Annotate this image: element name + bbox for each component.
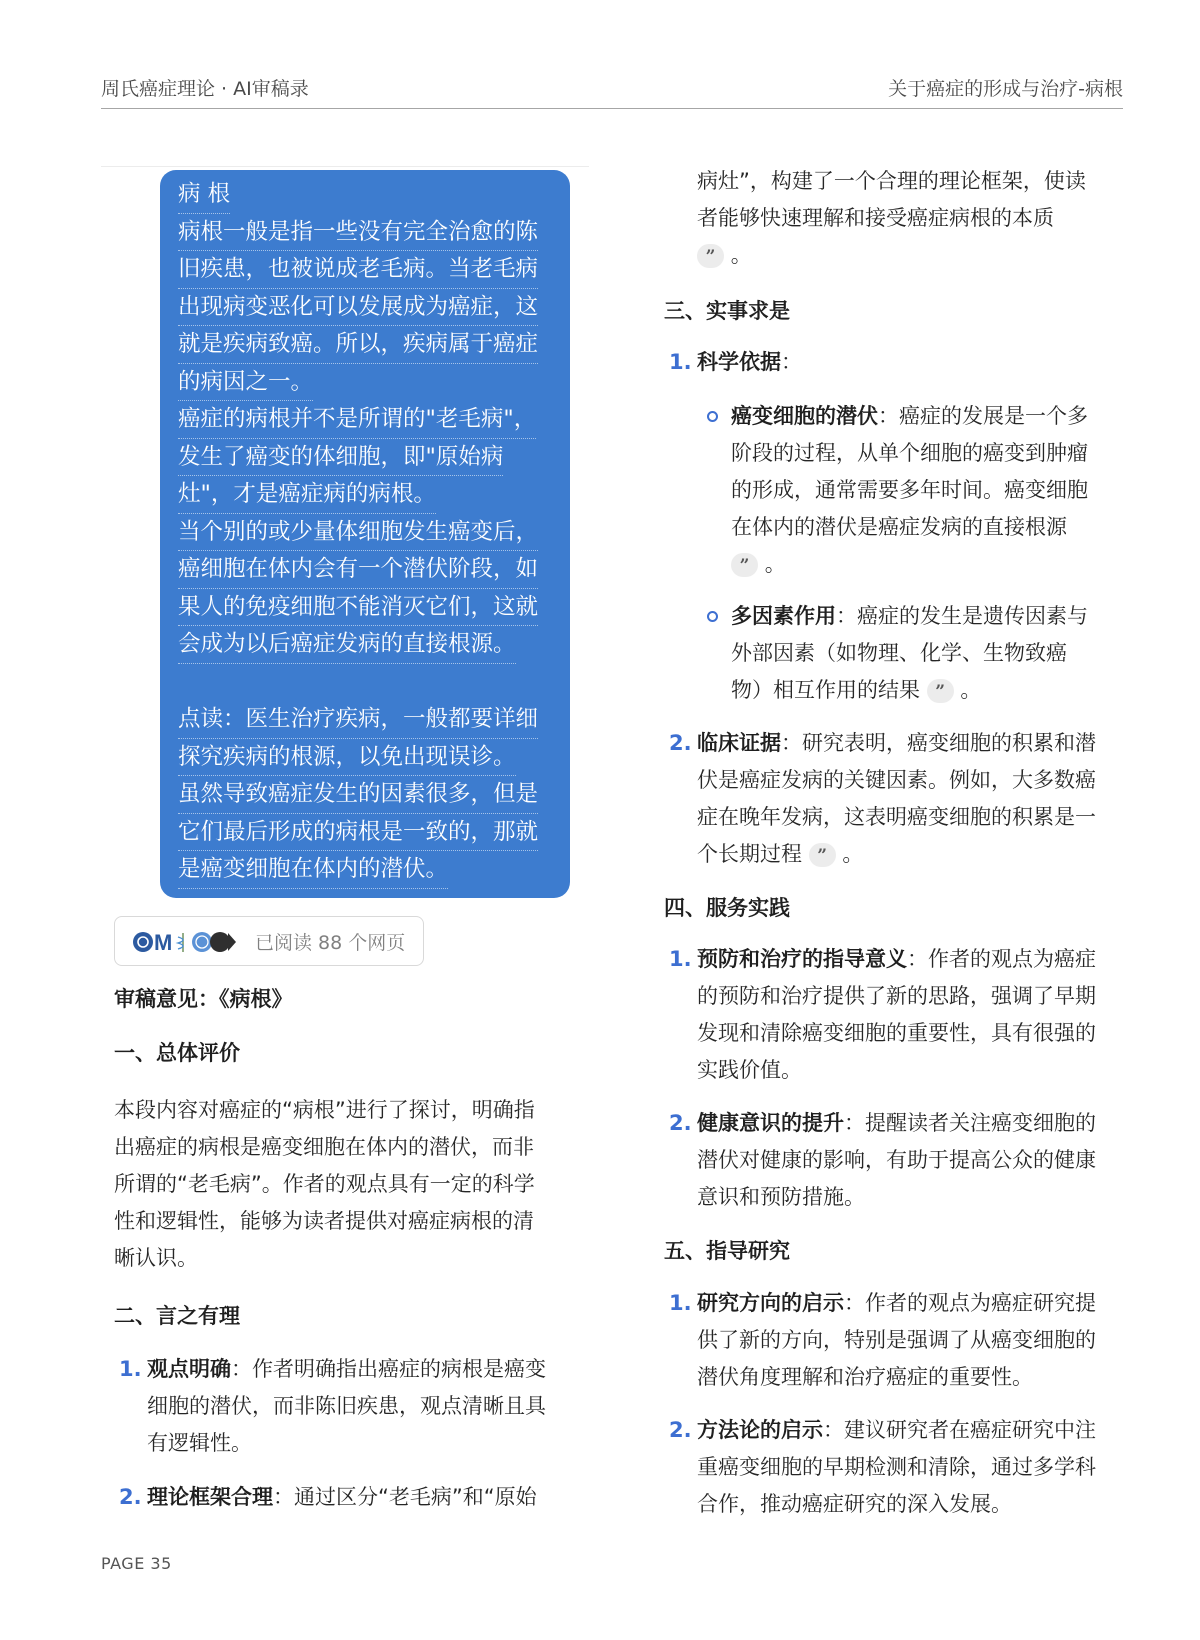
list-number: 2.: [119, 1485, 142, 1509]
medline-m-icon: [154, 930, 172, 955]
list-number: 1.: [119, 1357, 142, 1381]
list-item-text: 发现和清除癌变细胞的重要性，具有很强的: [697, 1021, 1096, 1045]
quote-citation-icon[interactable]: ”: [731, 553, 758, 577]
list-item-text: ：建议研究者在癌症研究中注: [823, 1418, 1096, 1442]
bubble-line: 灶"，才是癌症病的病根。: [178, 476, 436, 514]
paragraph-line: 所谓的“老毛病”。作者的观点具有一定的科学: [114, 1172, 535, 1196]
list-number: 2.: [669, 1418, 692, 1442]
list-item-text: 在体内的潜伏是癌症发病的直接根源: [731, 515, 1067, 539]
overall-paragraph: [114, 1092, 535, 1277]
list-item-title: 癌变细胞的潜伏: [731, 404, 878, 428]
period: 。: [960, 678, 982, 702]
quote-citation-icon[interactable]: ”: [927, 679, 954, 703]
list-item-title: 研究方向的启示: [697, 1291, 844, 1315]
section-heading-practice: 四、服务实践: [664, 896, 790, 920]
bubble-line: 病根一般是指一些没有完全治愈的陈: [178, 214, 538, 252]
list-item-text: ：通过区分“老毛病”和“原始: [273, 1485, 537, 1509]
list-item-text: ：研究表明，癌变细胞的积累和潜: [781, 731, 1096, 755]
list-item-text: 意识和预防措施。: [697, 1185, 865, 1209]
quote-citation-icon[interactable]: ”: [697, 244, 724, 268]
chat-message-bubble: [160, 170, 570, 898]
section-heading-overall: 一、总体评价: [114, 1041, 240, 1065]
bubble-line: 它们最后形成的病根是一致的，那就: [178, 814, 538, 852]
list-item-title: 方法论的启示: [697, 1418, 823, 1442]
review-title: 审稿意见：《病根》: [114, 987, 293, 1011]
header-book-title: 周氏癌症理论 · AI审稿录: [101, 78, 309, 100]
list-item-title: 理论框架合理: [147, 1485, 273, 1509]
paragraph-line: 本段内容对癌症的“病根”进行了探讨，明确指: [114, 1098, 535, 1122]
who-logo-icon: [133, 932, 153, 952]
period: 。: [730, 243, 752, 267]
list-item-text: 外部因素（如物理、化学、生物致癌: [731, 641, 1067, 665]
header-chapter-title: 关于癌症的形成与治疗-病根: [888, 78, 1123, 100]
list-item-text: 阶段的过程，从单个细胞的癌变到肿瘤: [731, 441, 1088, 465]
bubble-line: 就是疾病致癌。所以，疾病属于癌症: [178, 326, 538, 364]
list-item-text: 者能够快速理解和接受癌症病根的本质: [697, 206, 1054, 230]
list-number: 1.: [669, 350, 692, 374]
sources-read-count: 已阅读 88 个网页: [255, 932, 406, 954]
list-item-text: 有逻辑性。: [147, 1431, 252, 1455]
list-item-text: 重癌变细胞的早期检测和清除，通过多学科: [697, 1455, 1096, 1479]
list-item-text: ：癌症的发生是遗传因素与: [836, 604, 1088, 628]
section-heading-reasonable: 二、言之有理: [114, 1304, 240, 1328]
bubble-line: 出现病变恶化可以发展成为癌症，这: [178, 289, 538, 327]
paragraph-line: 晰认识。: [114, 1246, 198, 1270]
bubble-line: 虽然导致癌症发生的因素很多，但是: [178, 776, 538, 814]
list-number: 1.: [669, 947, 692, 971]
source-stack-icon: [210, 932, 236, 952]
list-item-text: 症在晚年发病，这表明癌变细胞的积累是一: [697, 805, 1096, 829]
bubble-blank-line: [178, 664, 552, 702]
paragraph-line: 出癌症的病根是癌变细胞在体内的潜伏，而非: [114, 1135, 534, 1159]
bubble-line: 探究疾病的根源，以免出现误诊。: [178, 739, 516, 777]
bullet-icon: [707, 411, 718, 422]
list-item-text: 细胞的潜伏，而非陈旧疾患，观点清晰且具: [147, 1394, 546, 1418]
quote-citation-icon[interactable]: ”: [809, 843, 836, 867]
list-item-text: ：: [781, 350, 802, 374]
list-item-text: 物）相互作用的结果: [731, 678, 920, 702]
bubble-line: 是癌变细胞在体内的潜伏。: [178, 851, 448, 889]
bubble-title: 病 根: [178, 176, 230, 214]
list-item-text: ：提醒读者关注癌变细胞的: [844, 1111, 1096, 1135]
bubble-text: [178, 176, 552, 889]
bubble-line: 发生了癌变的体细胞，即"原始病: [178, 439, 503, 477]
page-number: PAGE 35: [101, 1554, 172, 1573]
list-item-continued: [697, 163, 1086, 274]
bubble-line: 的病因之一。: [178, 364, 313, 402]
who-emblem-icon: [192, 932, 212, 952]
sources-read-chip[interactable]: [114, 916, 424, 966]
list-item-title: 观点明确: [147, 1357, 231, 1381]
paragraph-line: 性和逻辑性，能够为读者提供对癌症病根的清: [114, 1209, 534, 1233]
caduceus-icon: [178, 933, 183, 952]
bubble-line: 当个别的或少量体细胞发生癌变后，: [178, 514, 538, 552]
list-item-text: 病灶”，构建了一个合理的理论框架，使读: [697, 169, 1086, 193]
list-item-text: 潜伏对健康的影响，有助于提高公众的健康: [697, 1148, 1096, 1172]
bubble-line: 点读：医生治疗疾病，一般都要详细: [178, 701, 538, 739]
bubble-line: 果人的免疫细胞不能消灭它们，这就: [178, 589, 538, 627]
list-item-title: 健康意识的提升: [697, 1111, 844, 1135]
source-site-icons: [131, 929, 239, 955]
bubble-line: 癌细胞在体内会有一个潜伏阶段，如: [178, 551, 538, 589]
chat-divider: [101, 166, 589, 167]
list-item-title: 预防和治疗的指导意义: [697, 947, 907, 971]
bubble-line: 旧疾患，也被说成老毛病。当老毛病: [178, 251, 538, 289]
list-item-text: 潜伏角度理解和治疗癌症的重要性。: [697, 1365, 1033, 1389]
list-item-text: 个长期过程: [697, 842, 802, 866]
list-item-text: ：作者明确指出癌症的病根是癌变: [231, 1357, 546, 1381]
svg-text:M: M: [154, 930, 173, 955]
page-header: [101, 72, 1123, 109]
bubble-line: 会成为以后癌症发病的直接根源。: [178, 626, 516, 664]
bullet-icon: [707, 611, 718, 622]
list-number: 2.: [669, 731, 692, 755]
list-item-text: 实践价值。: [697, 1058, 802, 1082]
list-item-title: 多因素作用: [731, 604, 836, 628]
bubble-line: 癌症的病根并不是所谓的"老毛病"，: [178, 401, 536, 439]
period: 。: [842, 842, 864, 866]
list-item-text: ：作者的观点为癌症研究提: [844, 1291, 1096, 1315]
section-heading-research: 五、指导研究: [664, 1239, 790, 1263]
list-item-text: 伏是癌症发病的关键因素。例如，大多数癌: [697, 768, 1096, 792]
list-item-title: 临床证据: [697, 731, 781, 755]
list-item-text: ：作者的观点为癌症: [907, 947, 1096, 971]
list-item-text: 的预防和治疗提供了新的思路，强调了早期: [697, 984, 1096, 1008]
list-item-title: 科学依据: [697, 350, 781, 374]
list-item-text: 的形成，通常需要多年时间。癌变细胞: [731, 478, 1088, 502]
list-item-text: 供了新的方向，特别是强调了从癌变细胞的: [697, 1328, 1096, 1352]
list-item-text: 合作，推动癌症研究的深入发展。: [697, 1492, 1012, 1516]
list-number: 2.: [669, 1111, 692, 1135]
section-heading-facts: 三、实事求是: [664, 299, 790, 323]
period: 。: [764, 552, 786, 576]
list-item-text: ：癌症的发展是一个多: [878, 404, 1088, 428]
list-number: 1.: [669, 1291, 692, 1315]
